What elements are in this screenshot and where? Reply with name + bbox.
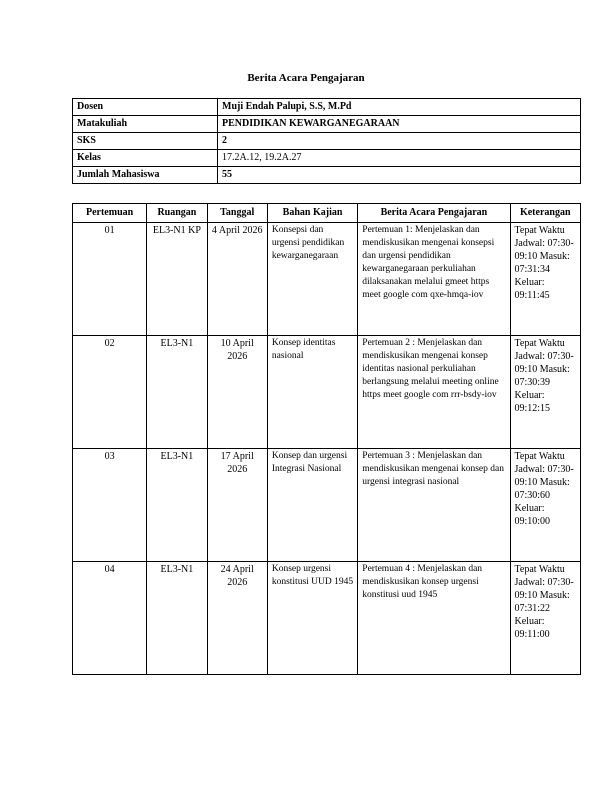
- table-row: [73, 223, 581, 336]
- schedule-table: [72, 203, 581, 675]
- header-ruangan: Ruangan: [147, 204, 207, 223]
- cell-pertemuan: 03: [73, 449, 147, 562]
- cell-bahan-kajian: Konsep dan urgensi Integrasi Nasional: [267, 449, 357, 562]
- cell-keterangan: Tepat Waktu Jadwal: 07:30-09:10 Masuk: 07:30:39 Keluar: 09:12:15: [510, 336, 581, 449]
- info-value: Muji Endah Palupi, S.S, M.Pd: [218, 99, 581, 116]
- info-value: 2: [218, 133, 581, 150]
- info-row: [73, 133, 581, 150]
- info-value: 55: [218, 167, 581, 184]
- cell-bahan-kajian: Konsepsi dan urgensi pendidikan kewarganegaraan: [267, 223, 357, 336]
- info-label: Jumlah Mahasiswa: [73, 167, 218, 184]
- info-label: Matakuliah: [73, 116, 218, 133]
- info-row: [73, 99, 581, 116]
- header-keterangan: Keterangan: [510, 204, 581, 223]
- info-value: PENDIDIKAN KEWARGANEGARAAN: [218, 116, 581, 133]
- course-info-table: [72, 98, 581, 184]
- cell-pertemuan: 02: [73, 336, 147, 449]
- info-row: [73, 167, 581, 184]
- cell-ruangan: EL3-N1: [147, 336, 207, 449]
- header-bahan-kajian: Bahan Kajian: [267, 204, 357, 223]
- cell-berita-acara: Pertemuan 1: Menjelaskan dan mendiskusikan mengenai konsepsi dan urgensi pendidikan kewarganegaraan perkuliahan dilaksanakan melalui gmeet https meet google com qxe-hmqa-iov: [358, 223, 510, 336]
- cell-tanggal: 24 April 2026: [207, 562, 267, 675]
- cell-bahan-kajian: Konsep identitas nasional: [267, 336, 357, 449]
- header-tanggal: Tanggal: [207, 204, 267, 223]
- cell-tanggal: 17 April 2026: [207, 449, 267, 562]
- cell-berita-acara: Pertemuan 4 : Menjelaskan dan mendiskusikan konsep urgensi konstitusi uud 1945: [358, 562, 510, 675]
- table-row: [73, 562, 581, 675]
- cell-berita-acara: Pertemuan 2 : Menjelaskan dan mendiskusikan mengenai konsep identitas nasional perkuliahan berlangsung melalui meeting online https meet google com rrr-bsdy-iov: [358, 336, 510, 449]
- cell-keterangan: Tepat Waktu Jadwal: 07:30-09:10 Masuk: 07:31:34 Keluar: 09:11:45: [510, 223, 581, 336]
- cell-ruangan: EL3-N1: [147, 449, 207, 562]
- page-title: Berita Acara Pengajaran: [247, 72, 365, 84]
- info-label: Kelas: [73, 150, 218, 167]
- header-berita-acara: Berita Acara Pengajaran: [358, 204, 510, 223]
- table-row: [73, 449, 581, 562]
- info-label: Dosen: [73, 99, 218, 116]
- info-label: SKS: [73, 133, 218, 150]
- cell-bahan-kajian: Konsep urgensi konstitusi UUD 1945: [267, 562, 357, 675]
- cell-keterangan: Tepat Waktu Jadwal: 07:30-09:10 Masuk: 07:31:22 Keluar: 09:11:00: [510, 562, 581, 675]
- cell-keterangan: Tepat Waktu Jadwal: 07:30-09:10 Masuk: 07:30:60 Keluar: 09:10:00: [510, 449, 581, 562]
- info-value: 17.2A.12, 19.2A.27: [218, 150, 581, 167]
- cell-pertemuan: 04: [73, 562, 147, 675]
- cell-berita-acara: Pertemuan 3 : Menjelaskan dan mendiskusikan mengenai konsep dan urgensi integrasi nasional: [358, 449, 510, 562]
- schedule-header-row: [73, 204, 581, 223]
- table-row: [73, 336, 581, 449]
- info-row: [73, 150, 581, 167]
- cell-tanggal: 10 April 2026: [207, 336, 267, 449]
- header-pertemuan: Pertemuan: [73, 204, 147, 223]
- cell-ruangan: EL3-N1: [147, 562, 207, 675]
- info-row: [73, 116, 581, 133]
- cell-tanggal: 4 April 2026: [207, 223, 267, 336]
- cell-pertemuan: 01: [73, 223, 147, 336]
- cell-ruangan: EL3-N1 KP: [147, 223, 207, 336]
